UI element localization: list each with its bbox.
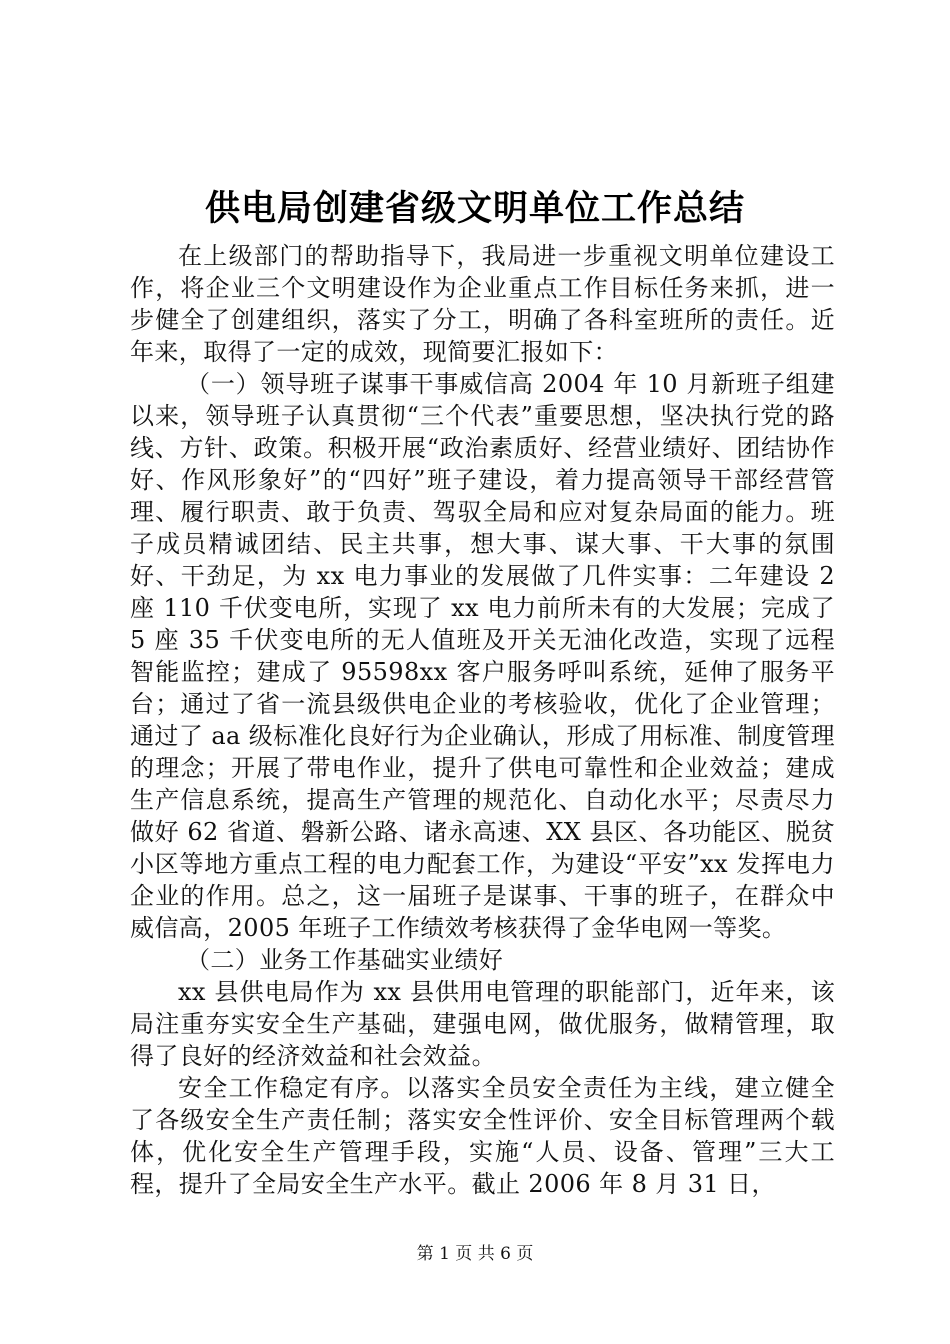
paragraph-section-1: （一）领导班子谋事干事威信高 2004 年 10 月新班子组建以来，领导班子认真贯彻“三个代表”重要思想，坚决执行党的路线、方针、政策。积极开展“政治素质好、经营业绩好、团结协作好、作风形象好”的“四好”班子建设，着力提高领导干部经营管理、履行职责、敢于负责、驾驭全局和应对复杂局面的能力。班子成员精诚团结、民主共事，想大事、谋大事、干大事的氛围好、干劲足，为 xx 电力事业的发展做了几件实事：二年建设 2 座 110 千伏变电所，实现了 xx 电力前所未有的大发展；完成了 5 座 35 千伏变电所的无人值班及开关无油化改造，实现了远程智能监控；建成了 95598xx 客户服务呼叫系统，延伸了服务平台；通过了省一流县级供电企业的考核验收，优化了企业管理；通过了 aa 级标准化良好行为企业确认，形成了用标准、制度管理的理念；开展了带电作业，提升了供电可靠性和企业效益；建成生产信息系统，提高生产管理的规范化、自动化水平；尽责尽力做好 62 省道、磐新公路、诸永高速、XX 县区、各功能区、脱贫小区等地方重点工程的电力配套工作，为建设“平安”xx 发挥电力企业的作用。总之，这一届班子是谋事、干事的班子，在群众中威信高，2005 年班子工作绩效考核获得了金华电网一等奖。	[130, 370, 835, 942]
document-title: 供电局创建省级文明单位工作总结	[204, 188, 745, 229]
document-body	[130, 240, 835, 1200]
paragraph-intro: 在上级部门的帮助指导下，我局进一步重视文明单位建设工作，将企业三个文明建设作为企业重点工作目标任务来抓，进一步健全了创建组织，落实了分工，明确了各科室班所的责任。近年来，取得了一定的成效，现简要汇报如下：	[130, 242, 835, 366]
paragraph-safety: 安全工作稳定有序。以落实全员安全责任为主线，建立健全了各级安全生产责任制；落实安全性评价、安全目标管理两个载体，优化安全生产管理手段，实施“人员、设备、管理”三大工程，提升了全局安全生产水平。截止 2006 年 8 月 31 日，	[130, 1074, 835, 1198]
paragraph-section-2-heading: （二）业务工作基础实业绩好	[186, 946, 504, 974]
paragraph-section-2-intro: xx 县供电局作为 xx 县供用电管理的职能部门，近年来，该局注重夯实安全生产基础，建强电网，做优服务，做精管理，取得了良好的经济效益和社会效益。	[130, 978, 835, 1070]
page-footer: 第 1 页 共 6 页	[416, 1244, 534, 1264]
